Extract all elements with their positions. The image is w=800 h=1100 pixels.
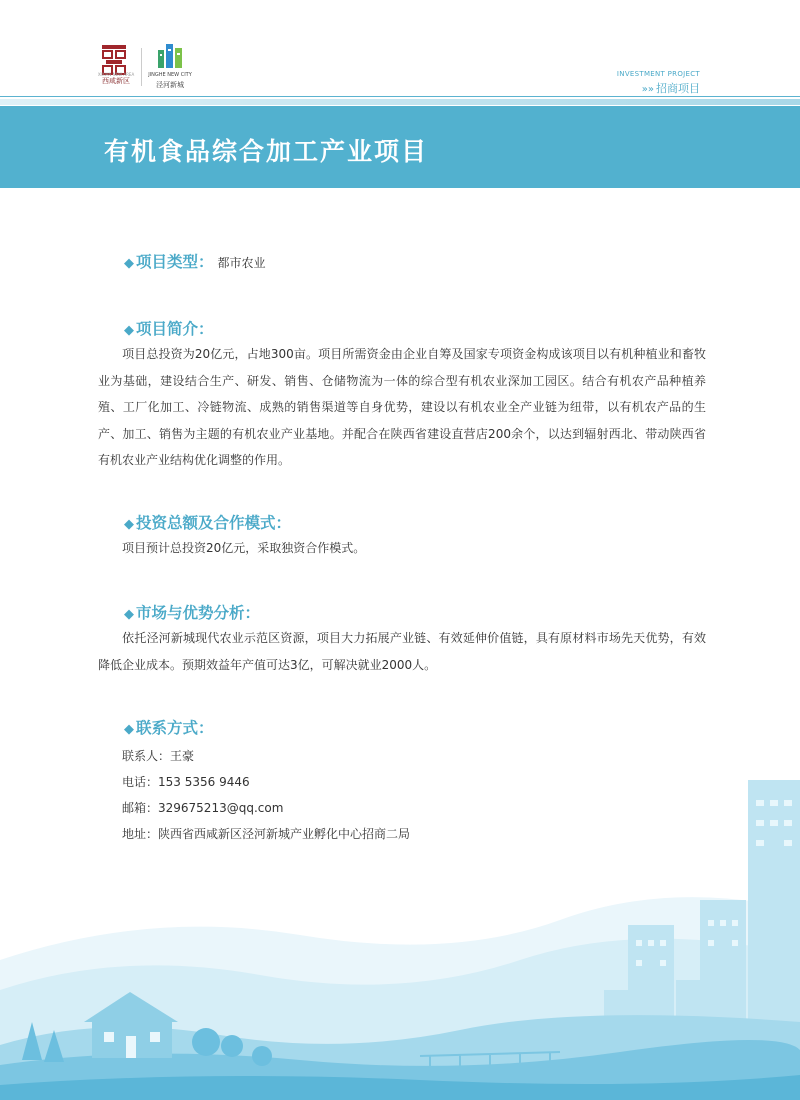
section-label-cn bbox=[642, 80, 700, 96]
contact-label: 联系方式： bbox=[136, 718, 214, 737]
jinghe-building-icon bbox=[156, 44, 184, 70]
contact-heading bbox=[124, 716, 214, 738]
double-arrow-icon: »» bbox=[641, 84, 654, 95]
city-landscape-illustration bbox=[0, 760, 800, 1100]
header-rule bbox=[0, 96, 800, 97]
contact-phone: 电话：153 5356 9446 bbox=[122, 775, 250, 789]
logo-right-cn: 泾河新城 bbox=[156, 81, 184, 89]
band-stripe bbox=[0, 99, 800, 105]
logo-divider bbox=[141, 48, 142, 86]
contact-address: 地址：陕西省西咸新区泾河新城产业孵化中心招商二局 bbox=[122, 827, 411, 841]
market-heading bbox=[124, 601, 260, 623]
diamond-icon: ◆ bbox=[124, 607, 134, 622]
market-body: 依托泾河新城现代农业示范区资源，项目大力拓展产业链、有效延伸价值链，具有原材料市场先天优势，有效降低企业成本。预期效益年产值可达3亿，可解决就业2000人。 bbox=[98, 631, 706, 672]
project-type-label: 项目类型： bbox=[136, 252, 214, 271]
section-label-en: INVESTMENT PROJECT bbox=[616, 70, 700, 78]
market-text bbox=[98, 625, 706, 678]
investment-label: 投资总额及合作模式： bbox=[136, 513, 292, 532]
market-label: 市场与优势分析： bbox=[136, 603, 261, 622]
project-intro-label: 项目简介： bbox=[136, 319, 214, 338]
investment-text bbox=[98, 535, 706, 562]
investment-heading bbox=[124, 511, 291, 533]
diamond-icon: ◆ bbox=[124, 722, 134, 737]
logo-right-en: JINGHE NEW CITY bbox=[148, 72, 192, 78]
diamond-icon: ◆ bbox=[124, 256, 134, 271]
section-label-cn-text: 招商项目 bbox=[656, 82, 700, 95]
project-type-value: 都市农业 bbox=[217, 256, 266, 270]
project-intro-text bbox=[98, 341, 706, 474]
xixian-logo bbox=[96, 44, 135, 90]
project-intro-body: 项目总投资为20亿元，占地300亩。项目所需资金由企业自筹及国家专项资金构成该项目以有机种植业和畜牧业为基础，建设结合生产、研发、销售、仓储物流为一体的综合型有机农业深加工园区。结合有机农产品种植养殖、工厂化加工、冷链物流、成熟的销售渠道等自身优势，建设以有机农业全产业链为纽带，以有机农产品的生产、加工、销售为主题的有机农业产业基地。并配合在陕西省建设直营店200余个，以达到辐射西北、带动陕西省有机农业产业结构优化调整的作用。 bbox=[98, 347, 706, 467]
contact-email: 邮箱：329675213@qq.com bbox=[122, 801, 284, 815]
diamond-icon: ◆ bbox=[124, 517, 134, 532]
page-title: 有机食品综合加工产业项目 bbox=[104, 137, 429, 166]
contact-person: 联系人：王豪 bbox=[122, 749, 195, 763]
jinghe-logo bbox=[148, 44, 192, 90]
logo-left-sub: XIXIAN NEW AREA bbox=[97, 72, 135, 77]
project-type-heading bbox=[124, 250, 266, 272]
diamond-icon: ◆ bbox=[124, 323, 134, 338]
project-intro-heading bbox=[124, 317, 214, 339]
investment-body: 项目预计总投资20亿元，采取独资合作模式。 bbox=[122, 541, 366, 555]
page-header bbox=[0, 0, 800, 105]
logo-left-text: 西咸新区 bbox=[102, 77, 130, 85]
